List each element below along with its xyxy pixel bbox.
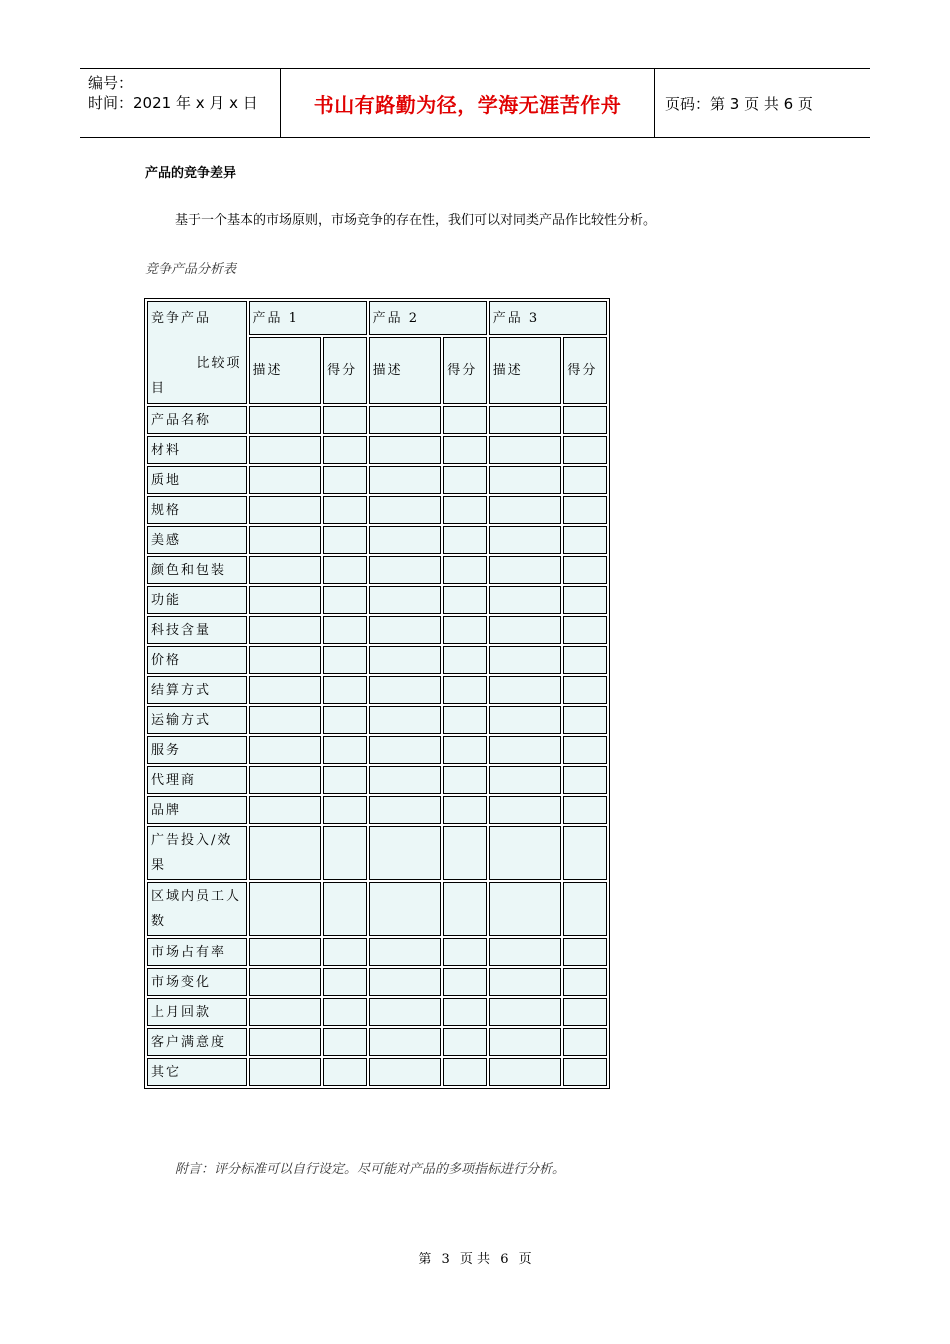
score-cell: [323, 1058, 367, 1086]
score-cell: [563, 616, 607, 644]
row-label: 市场变化: [147, 968, 247, 996]
description-cell: [249, 406, 322, 434]
table-row: [147, 968, 607, 996]
score-cell: [443, 616, 487, 644]
table-caption: 竞争产品分析表: [145, 262, 237, 277]
description-cell: [489, 968, 562, 996]
table-row: [147, 586, 607, 614]
score-cell: [323, 796, 367, 824]
row-label: 其它: [147, 1058, 247, 1086]
table-row: [147, 736, 607, 764]
description-cell: [249, 998, 322, 1026]
description-cell: [249, 466, 322, 494]
score-cell: [443, 646, 487, 674]
description-cell: [369, 796, 442, 824]
footer-total-pages: 6: [500, 1252, 509, 1267]
description-cell: [489, 676, 562, 704]
score-cell: [443, 1028, 487, 1056]
table-row: [147, 826, 607, 880]
description-cell: [489, 526, 562, 554]
table-row: [147, 998, 607, 1026]
description-cell: [369, 938, 442, 966]
description-cell: [489, 466, 562, 494]
score-cell: [323, 466, 367, 494]
footer-suffix: 页: [518, 1252, 532, 1267]
score-cell: [323, 406, 367, 434]
table-row: [147, 556, 607, 584]
score-cell: [443, 826, 487, 880]
score-cell: [323, 496, 367, 524]
score-cell: [563, 938, 607, 966]
description-cell: [489, 616, 562, 644]
description-cell: [249, 766, 322, 794]
footer-prefix: 第: [418, 1252, 432, 1267]
table-row: [147, 616, 607, 644]
description-cell: [489, 938, 562, 966]
score-cell: [323, 706, 367, 734]
row-label: 规格: [147, 496, 247, 524]
score-cell: [323, 586, 367, 614]
score-cell: [443, 466, 487, 494]
score-cell: [323, 556, 367, 584]
description-cell: [249, 586, 322, 614]
description-cell: [489, 406, 562, 434]
score-cell: [323, 526, 367, 554]
table-row: [147, 766, 607, 794]
score-cell: [323, 736, 367, 764]
row-label: 市场占有率: [147, 938, 247, 966]
subheader-score: 得分: [563, 337, 607, 404]
subheader-score: 得分: [323, 337, 367, 404]
score-cell: [323, 938, 367, 966]
corner-cell: [147, 301, 247, 404]
row-label: 结算方式: [147, 676, 247, 704]
corner-top-label: 竞争产品: [151, 311, 212, 326]
score-cell: [563, 646, 607, 674]
row-label: 产品名称: [147, 406, 247, 434]
description-cell: [369, 526, 442, 554]
score-cell: [323, 436, 367, 464]
description-cell: [369, 706, 442, 734]
score-cell: [563, 526, 607, 554]
table-row: [147, 938, 607, 966]
score-cell: [323, 882, 367, 936]
table-row: [147, 676, 607, 704]
document-header: [80, 68, 870, 138]
description-cell: [249, 706, 322, 734]
score-cell: [323, 1028, 367, 1056]
table-row: [147, 526, 607, 554]
table-row: [147, 406, 607, 434]
date-label: 时间：2021 年 x 月 x 日: [88, 94, 258, 112]
row-label: 价格: [147, 646, 247, 674]
row-label: 品牌: [147, 796, 247, 824]
score-cell: [443, 556, 487, 584]
score-cell: [563, 676, 607, 704]
row-label: 上月回款: [147, 998, 247, 1026]
corner-mid-label: 比较项: [196, 356, 242, 371]
score-cell: [443, 938, 487, 966]
section-title: 产品的竞争差异: [145, 166, 237, 181]
score-cell: [443, 526, 487, 554]
score-cell: [323, 998, 367, 1026]
score-cell: [563, 766, 607, 794]
intro-paragraph: 基于一个基本的市场原则，市场竞争的存在性，我们可以对同类产品作比较性分析。: [175, 213, 657, 228]
score-cell: [323, 616, 367, 644]
footer-middle: 页 共: [459, 1252, 491, 1267]
score-cell: [443, 406, 487, 434]
subheader-desc: 描述: [489, 337, 562, 404]
description-cell: [249, 496, 322, 524]
description-cell: [249, 736, 322, 764]
corner-bot-label: 目: [151, 381, 167, 396]
description-cell: [369, 968, 442, 996]
description-cell: [249, 968, 322, 996]
page-footer: [0, 1248, 950, 1267]
score-cell: [443, 1058, 487, 1086]
description-cell: [489, 586, 562, 614]
table-header-row: [147, 301, 607, 335]
description-cell: [369, 766, 442, 794]
footer-page-number: 3: [441, 1252, 450, 1267]
row-label: 服务: [147, 736, 247, 764]
score-cell: [563, 968, 607, 996]
score-cell: [323, 766, 367, 794]
table-row: [147, 706, 607, 734]
description-cell: [489, 736, 562, 764]
description-cell: [249, 616, 322, 644]
description-cell: [249, 1058, 322, 1086]
score-cell: [443, 766, 487, 794]
description-cell: [369, 998, 442, 1026]
product-header-3: 产品 3: [489, 301, 607, 335]
row-label: 区域内员工人数: [147, 882, 247, 936]
score-cell: [443, 736, 487, 764]
score-cell: [563, 556, 607, 584]
description-cell: [369, 616, 442, 644]
description-cell: [369, 676, 442, 704]
row-label: 运输方式: [147, 706, 247, 734]
score-cell: [443, 676, 487, 704]
score-cell: [563, 882, 607, 936]
footnote: 附言：评分标准可以自行设定。尽可能对产品的多项指标进行分析。: [175, 1162, 566, 1177]
score-cell: [563, 1058, 607, 1086]
description-cell: [249, 796, 322, 824]
score-cell: [563, 1028, 607, 1056]
description-cell: [249, 526, 322, 554]
table-row: [147, 882, 607, 936]
description-cell: [369, 826, 442, 880]
score-cell: [563, 796, 607, 824]
description-cell: [369, 466, 442, 494]
row-label: 客户满意度: [147, 1028, 247, 1056]
score-cell: [443, 496, 487, 524]
page-info: 页码：第 3 页 共 6 页: [665, 94, 813, 113]
score-cell: [563, 826, 607, 880]
table-row: [147, 1028, 607, 1056]
description-cell: [489, 496, 562, 524]
score-cell: [563, 436, 607, 464]
table-row: [147, 496, 607, 524]
description-cell: [369, 556, 442, 584]
description-cell: [249, 646, 322, 674]
description-cell: [489, 646, 562, 674]
description-cell: [369, 406, 442, 434]
score-cell: [443, 436, 487, 464]
score-cell: [563, 406, 607, 434]
row-label: 科技含量: [147, 616, 247, 644]
table-row: [147, 796, 607, 824]
comparison-table: [144, 298, 610, 1089]
description-cell: [249, 938, 322, 966]
row-label: 功能: [147, 586, 247, 614]
description-cell: [489, 436, 562, 464]
product-header-2: 产品 2: [369, 301, 487, 335]
subheader-score: 得分: [443, 337, 487, 404]
score-cell: [443, 706, 487, 734]
row-label: 颜色和包装: [147, 556, 247, 584]
number-label: 编号：: [88, 74, 134, 92]
score-cell: [443, 796, 487, 824]
description-cell: [369, 436, 442, 464]
score-cell: [323, 646, 367, 674]
description-cell: [369, 736, 442, 764]
row-label: 材料: [147, 436, 247, 464]
description-cell: [489, 556, 562, 584]
subheader-desc: 描述: [249, 337, 322, 404]
description-cell: [369, 646, 442, 674]
motto: 书山有路勤为径，学海无涯苦作舟: [280, 69, 655, 137]
score-cell: [563, 496, 607, 524]
score-cell: [323, 676, 367, 704]
score-cell: [563, 736, 607, 764]
description-cell: [489, 882, 562, 936]
row-label: 质地: [147, 466, 247, 494]
description-cell: [369, 586, 442, 614]
score-cell: [443, 586, 487, 614]
description-cell: [489, 826, 562, 880]
description-cell: [249, 882, 322, 936]
score-cell: [323, 826, 367, 880]
table-row: [147, 646, 607, 674]
table-row: [147, 1058, 607, 1086]
description-cell: [369, 1058, 442, 1086]
row-label: 代理商: [147, 766, 247, 794]
subheader-desc: 描述: [369, 337, 442, 404]
score-cell: [323, 968, 367, 996]
description-cell: [489, 1058, 562, 1086]
description-cell: [249, 826, 322, 880]
score-cell: [563, 706, 607, 734]
table-row: [147, 436, 607, 464]
product-header-1: 产品 1: [249, 301, 367, 335]
score-cell: [443, 968, 487, 996]
description-cell: [369, 882, 442, 936]
description-cell: [369, 496, 442, 524]
score-cell: [563, 998, 607, 1026]
score-cell: [563, 586, 607, 614]
description-cell: [489, 1028, 562, 1056]
description-cell: [489, 998, 562, 1026]
description-cell: [369, 1028, 442, 1056]
description-cell: [249, 436, 322, 464]
header-meta: [80, 69, 280, 137]
score-cell: [443, 998, 487, 1026]
description-cell: [489, 766, 562, 794]
table-row: [147, 466, 607, 494]
description-cell: [489, 796, 562, 824]
description-cell: [249, 676, 322, 704]
score-cell: [443, 882, 487, 936]
description-cell: [489, 706, 562, 734]
row-label: 美感: [147, 526, 247, 554]
description-cell: [249, 556, 322, 584]
description-cell: [249, 1028, 322, 1056]
row-label: 广告投入/效果: [147, 826, 247, 880]
score-cell: [563, 466, 607, 494]
